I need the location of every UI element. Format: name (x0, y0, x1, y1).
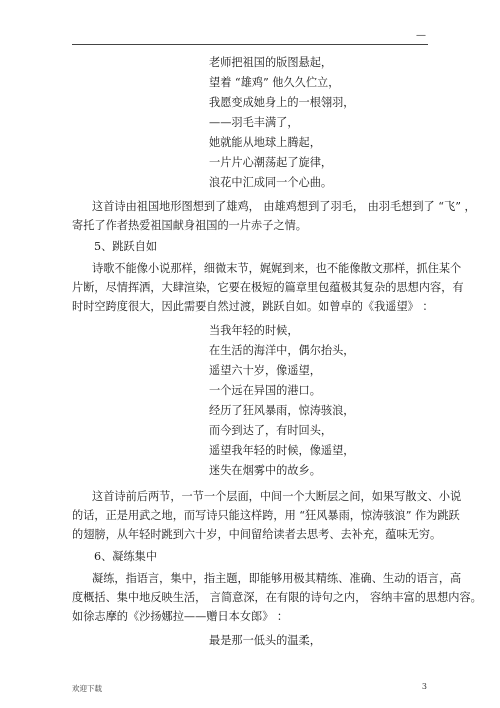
header-mark: — (416, 30, 426, 41)
poem-line: 迷失在烟雾中的故乡。 (209, 464, 321, 477)
poem-line: 一片片心潮荡起了旋律， (209, 156, 333, 169)
paragraph-line: 这首诗前后两节，一节一个层面，中间一个大断层之间，如果写散文、小说 (92, 490, 462, 503)
paragraph-line: 如徐志摩的《沙扬娜拉——赠日本女郎》 ： (72, 610, 289, 623)
paragraph-line: 度概括、集中地反映生活， 言简意深，在有限的诗句之内， 容纳丰富的思想内容。 (72, 591, 482, 604)
poem-line: 一个远在异国的港口。 (209, 384, 321, 397)
poem-line: 而今到达了，有时回头， (209, 424, 333, 437)
paragraph-line: 寄托了作者热爱祖国献身祖国的一片赤子之情。 (72, 219, 307, 232)
poem-line: ——羽毛丰满了， (209, 116, 299, 129)
poem-line: 遥望我年轻的时候，像遥望， (209, 444, 355, 457)
page-number: 3 (421, 682, 427, 691)
poem-line: 浪花中汇成同一个心曲。 (209, 176, 333, 189)
paragraph-line: 片断，尽情挥洒，大肆渲染，它要在极短的篇章里包蕴极其复杂的思想内容，有 (72, 281, 464, 294)
poem-line: 我愿变成她身上的一根翎羽， (209, 96, 355, 109)
footer-download-text: 欢迎下载 (72, 684, 102, 693)
section-heading-6: 6、凝练集中 (94, 550, 158, 563)
paragraph-line: 凝练，指语言，集中，指主题，即能够用极其精练、准确、生动的语言，高 (92, 572, 462, 585)
section-heading-5: 5、跳跃自如 (94, 240, 158, 253)
poem-line: 经历了狂风暴雨，惊涛骇浪， (209, 404, 355, 417)
poem-line: 最是那一低头的温柔， (209, 634, 321, 647)
paragraph-line: 的话，正是用武之地，而写诗只能这样跨，用 “狂风暴雨，惊涛骇浪” 作为跳跃 (72, 509, 460, 522)
poem-line: 老师把祖国的版图悬起， (209, 56, 333, 69)
paragraph-line: 诗歌不能像小说那样，细微末节，娓娓到来，也不能像散文那样，抓住某个 (92, 262, 462, 275)
paragraph-line: 这首诗由祖国地形图想到了雄鸡， 由雄鸡想到了羽毛， 由羽毛想到了 “飞” ， (92, 200, 476, 213)
poem-line: 在生活的海洋中，偶尔抬头， (209, 344, 355, 357)
paragraph-line: 时时空跨度很大，因此需要自然过渡，跳跃自如。如曾卓的《我遥望》 ： (72, 300, 434, 313)
paragraph-line: 的翅膀，从年轻时跳到六十岁，中间留给读者去思考、去补充，蕴味无穷。 (72, 528, 442, 541)
poem-line: 她就能从地球上腾起， (209, 136, 321, 149)
poem-line: 遥望六十岁，像遥望， (209, 364, 321, 377)
poem-line: 望着 “雄鸡” 他久久伫立， (209, 76, 340, 89)
poem-line: 当我年轻的时候， (209, 324, 299, 337)
header-rule (72, 44, 428, 45)
